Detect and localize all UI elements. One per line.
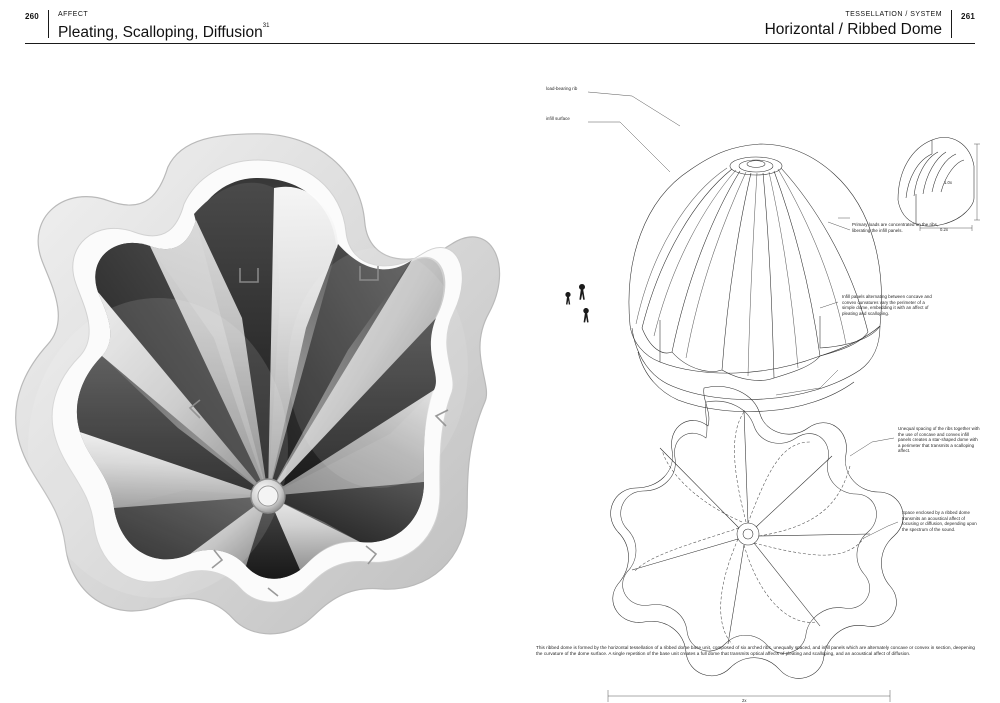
- folio-right: 261: [961, 12, 975, 21]
- chapter-label: AFFECT: [57, 11, 89, 18]
- header-right-group: [765, 10, 975, 39]
- chapter-title-text: Pleating, Scalloping, Diffusion: [57, 24, 263, 42]
- chapter-heading-block: [58, 10, 269, 42]
- dim-label-height: 1.0x: [944, 180, 952, 185]
- page-header: [0, 0, 1000, 44]
- axonometric-dome: [629, 144, 881, 412]
- figure-caption: This ribbed dome is formed by the horizontal tessellation of a ribbed dome base unit, composed of six arched ribs, unequally spaced, and infill panels which are alternately concave or convex in section, deepening the curvature of the dome surface. A single repetition of the base unit creates a full dome that transmits optical affects of pleating and scalloping, and an acoustical affect of diffusion.: [536, 645, 976, 657]
- callout-unequal-spacing: Unequal spacing of the ribs together with the use of concave and convex infill panels creates a star-shaped dome with a perimeter that transmits a scalloping affect.: [898, 426, 980, 454]
- page-title: [58, 21, 269, 42]
- dim-label-depth: 0.2x: [940, 227, 948, 232]
- folio-divider-right: [951, 10, 952, 38]
- callout-space-enclosed: Space enclosed by a ribbed dome transmits an acoustical affect of focusing or diffusion, depending upon the spectrum of the sound.: [902, 510, 977, 532]
- human-scale-figures: [565, 284, 588, 323]
- header-divider: [25, 43, 975, 44]
- dim-label-plan: 2x: [742, 698, 747, 703]
- model-photograph: [18, 118, 498, 618]
- ribbed-dome-line-drawings: [520, 70, 980, 630]
- section-label: TESSELLATION / SYSTEM: [845, 11, 943, 18]
- section-heading-block: [765, 10, 942, 39]
- section-title: Horizontal / Ribbed Dome: [764, 21, 943, 38]
- callout-primary-loads: Primary loads are concentrated on the ribs, liberating the infill panels.: [852, 222, 939, 233]
- callout-infill-panels: Infill panels alternating between concave and convex curvatures vary the perimeter of a simple dome, embedding it with an affect of pleating and scalloping.: [842, 294, 932, 316]
- folio-divider-left: [48, 10, 49, 38]
- header-left-group: [25, 10, 269, 42]
- base-unit-module: [898, 138, 980, 231]
- label-load-bearing-rib: load-bearing rib: [546, 86, 578, 91]
- ribbed-dome-model-render: [18, 118, 498, 618]
- label-infill-surface: infill surface: [546, 116, 570, 121]
- folio-left: 260: [25, 12, 39, 21]
- chapter-title-superscript: 31: [262, 23, 270, 29]
